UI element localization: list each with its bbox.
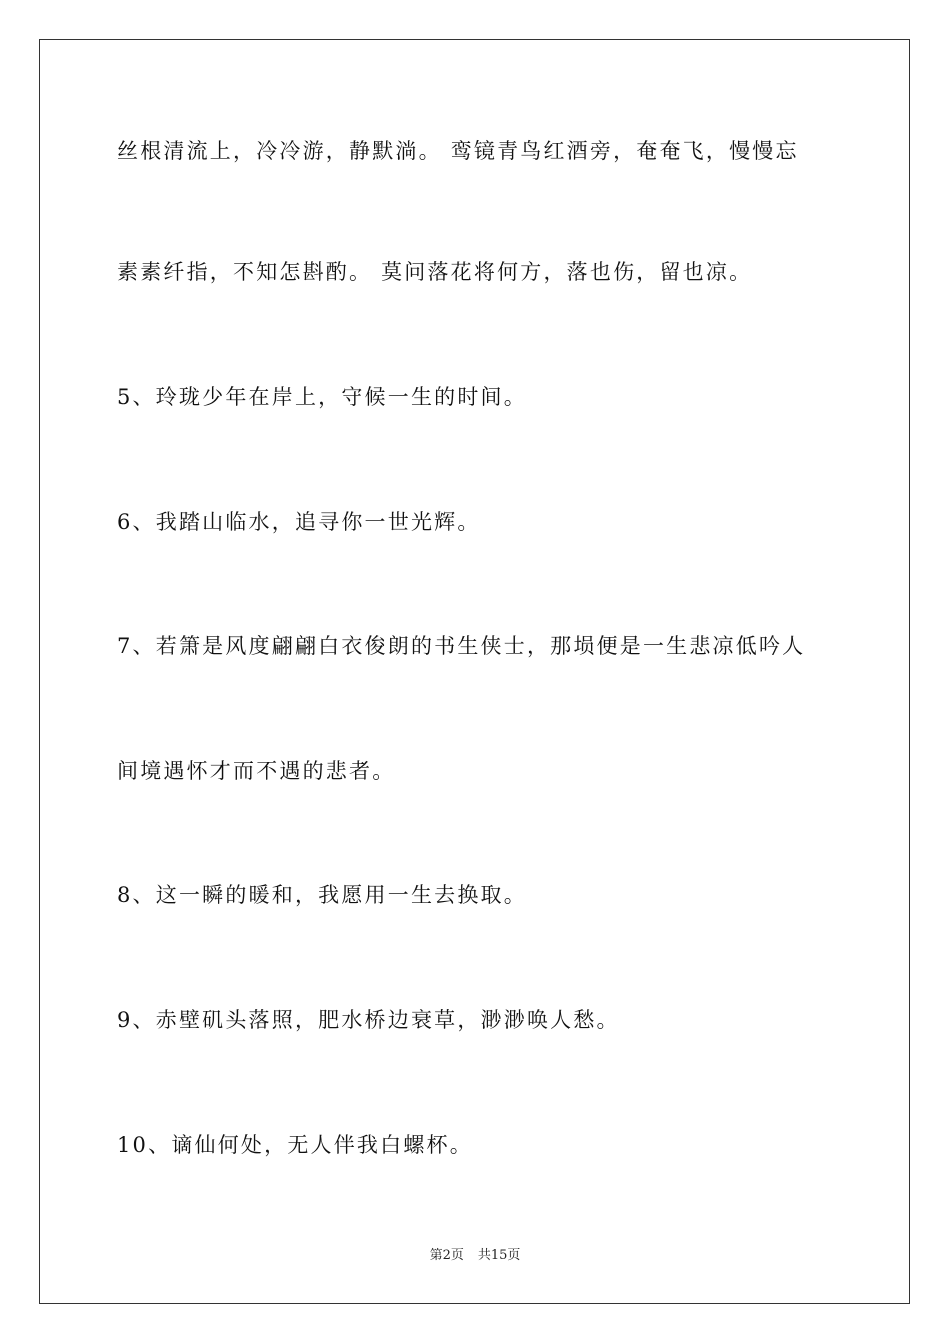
- text-line: 间境遇怀才而不遇的悲者。: [117, 759, 396, 783]
- text-line: 丝根清流上，冷冷游，静默淌。 鸾镜青鸟红酒旁，奄奄飞，慢慢忘: [117, 139, 799, 163]
- text-line: 素素纤指，不知怎斟酌。 莫问落花将何方，落也伤，留也凉。: [117, 260, 753, 284]
- page-footer: [0, 1246, 950, 1266]
- page-number: 第2页: [429, 1248, 464, 1263]
- list-item: 9、赤壁矶头落照，肥水桥边衰草，渺渺唤人愁。: [117, 1008, 620, 1032]
- list-item: 10、谪仙何处，无人伴我白螺杯。: [117, 1133, 473, 1157]
- list-item: 7、若箫是风度翩翩白衣俊朗的书生侠士，那埙便是一生悲凉低吟人: [117, 634, 806, 658]
- list-item: 6、我踏山临水，追寻你一世光辉。: [117, 510, 481, 534]
- list-item: 8、这一瞬的暖和，我愿用一生去换取。: [117, 883, 527, 907]
- page-total: 共15页: [477, 1248, 521, 1263]
- list-item: 5、玲珑少年在岸上，守候一生的时间。: [117, 385, 527, 409]
- page-frame: [39, 39, 910, 1304]
